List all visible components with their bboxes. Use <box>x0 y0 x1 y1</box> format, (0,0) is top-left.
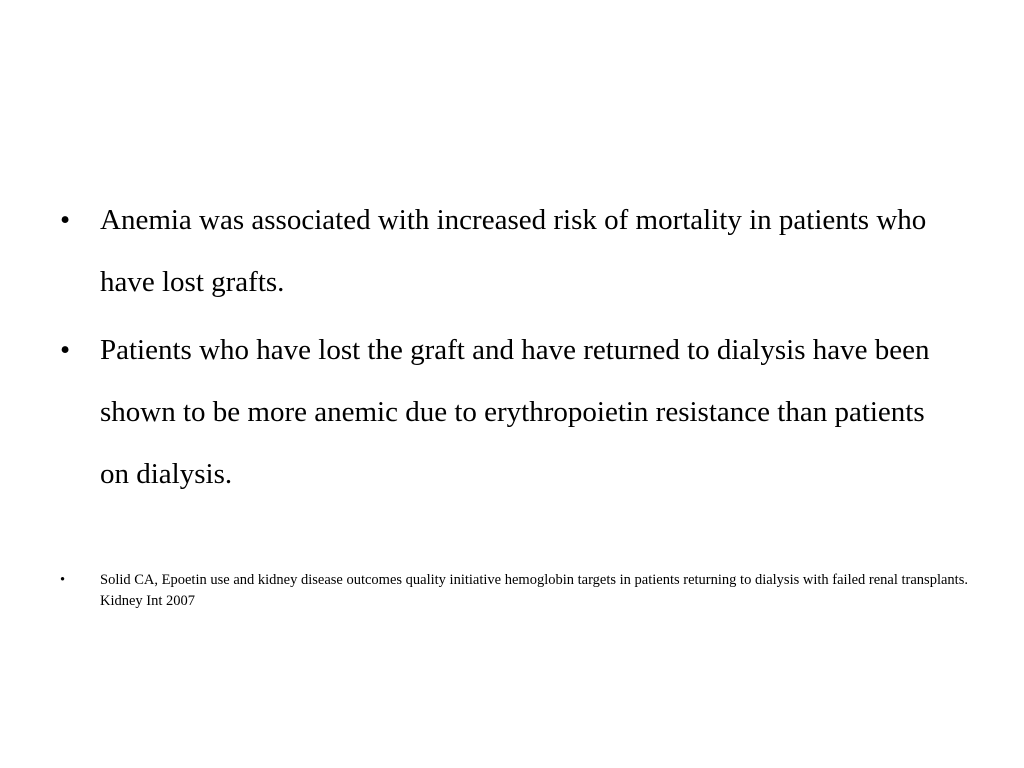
bullet-item-erythropoietin-resistance <box>60 319 960 505</box>
reference-text: Solid CA, Epoetin use and kidney disease outcomes quality initiative hemoglobin targets in patients returning to dialysis with failed renal transplants. Kidney Int 2007 <box>100 572 968 609</box>
bullet-marker: • <box>60 204 71 236</box>
reference-item <box>60 570 970 612</box>
bullet-marker: • <box>60 334 71 366</box>
reference-list <box>60 570 970 612</box>
bullet-item-anemia-mortality <box>60 189 960 313</box>
bullet-text: Anemia was associated with increased risk of mortality in patients who have lost grafts. <box>100 204 927 298</box>
bullet-marker: • <box>60 572 66 588</box>
main-bullet-list <box>60 189 960 511</box>
bullet-text: Patients who have lost the graft and have returned to dialysis have been shown to be more anemic due to erythropoietin resistance than patients on dialysis. <box>100 334 930 490</box>
